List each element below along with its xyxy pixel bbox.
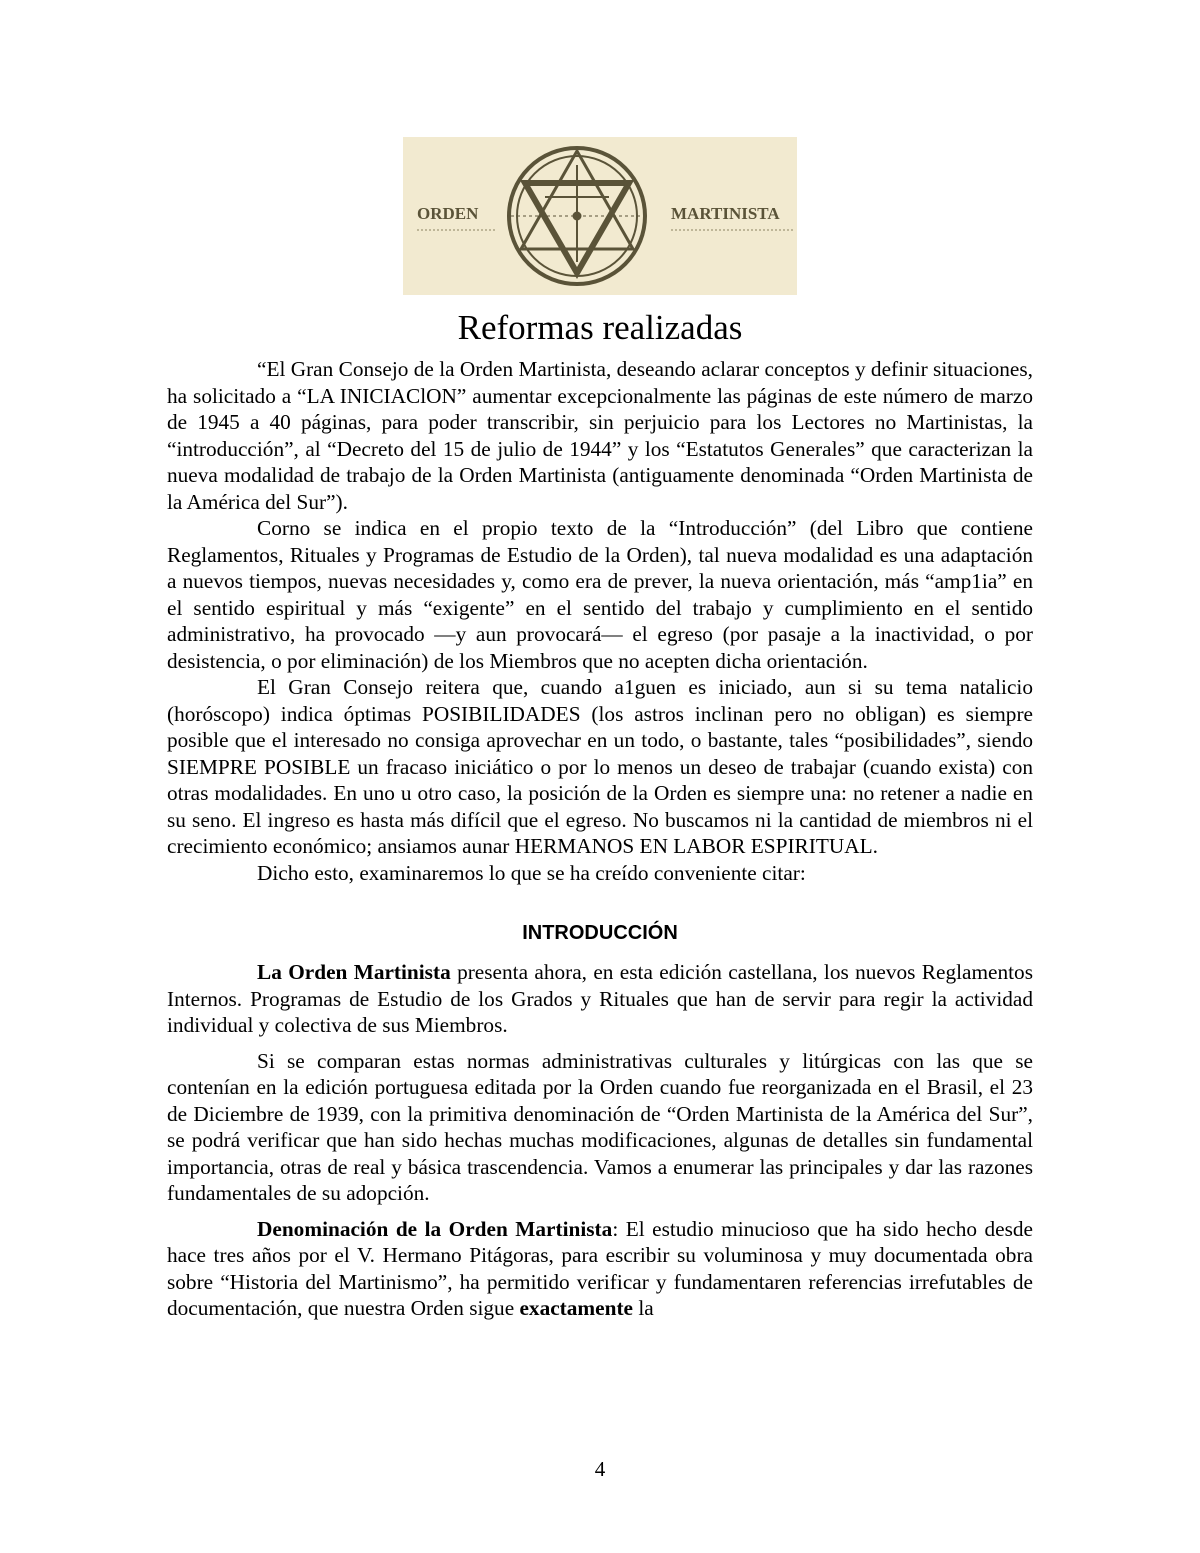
paragraph-modalidad: Corno se indica en el propio texto de la “Introducción” (del Libro que contiene Reglamentos, Rituales y Programas de Estudio de la Orden), tal nueva modalidad es una adaptación a nuevos tiempos, nuevas necesidades y, como era de prever, la nueva orientación, más “amp1ia” en el sentido espiritual y más “exigente” en el sentido del trabajo y cumplimiento en el sentido administrativo, ha provocado —y aun provocará— el egreso (por pasaje a la inactividad, o por desistencia, o por eliminación) de los Miembros que no acepten dicha orientación. [167, 516, 1033, 673]
document-page [167, 0, 1033, 1553]
section-heading: INTRODUCCIÓN [522, 922, 678, 944]
article-body [167, 356, 1033, 1322]
paragraph-denominacion-tail: la [633, 1296, 654, 1320]
paragraph-gran-consejo: El Gran Consejo reitera que, cuando a1guen es iniciado, aun si su tema natalicio (horóscopo) indica óptimas POSIBILIDADES (los astros inclinan pero no obligan) es siempre posible que el interesado no consiga aprovechar en un todo, o bastante, tales “posibilidades”, siendo SIEMPRE POSIBLE un fracaso iniciático o por lo menos un deseo de trabajar (cuando exista) con otras modalidades. En uno u otro caso, la posición de la Orden es siempre una: no retener a nadie en su seno. El ingreso es hasta más difícil que el egreso. No buscamos ni la cantidad de miembros ni el crecimiento económico; ansiamos aunar HERMANOS EN LABOR ESPIRITUAL. [167, 675, 1033, 858]
paragraph-denominacion [167, 1216, 1033, 1322]
bold-term-exactamente: exactamente [519, 1296, 634, 1320]
page-number: 4 [594, 1457, 606, 1481]
orden-martinista-logo [403, 137, 797, 295]
paragraph-comparacion: Si se comparan estas normas administrativas culturales y litúrgicas con las que se contenían en la edición portuguesa editada por la Orden cuando fue reorganizada en el Brasil, el 23 de Diciembre de 1939, con la primitiva denominación de “Orden Martinista de la América del Sur”, se podrá verificar que han sido hechas muchas modificaciones, algunas de detalles sin fundamental importancia, otras de real y básica trascendencia. Vamos a enumerar las principales y dar las razones fundamentales de su adopción. [167, 1048, 1033, 1205]
logo-left-text: ORDEN [417, 204, 479, 223]
page-title: Reformas realizadas [457, 308, 743, 347]
paragraph-orden-text: presenta ahora, en esta edición castellana, los nuevos Reglamentos Internos. Programas de Estudio de los Grados y Rituales que han de servir para regir la actividad individual y colectiva de sus Miembros. [167, 960, 1033, 1037]
bold-term-orden: La Orden Martinista [257, 960, 451, 984]
bold-term-denominacion: Denominación de la Orden Martinista [257, 1216, 613, 1241]
paragraph-intro: “El Gran Consejo de la Orden Martinista, deseando aclarar conceptos y definir situaciones, ha solicitado a “LA INICIAClON” aumentar excepcionalmente las páginas de este número de marzo de 1945 a 40 páginas, para poder transcribir, sin perjuicio para los Lectores no Martinistas, la “introducción”, al “Decreto del 15 de julio de 1944” y los “Estatutos Generales” que caracterizan la nueva modalidad de trabajo de la Orden Martinista (antiguamente denominada “Orden Martinista de la América del Sur”). [167, 357, 1033, 514]
paragraph-orden-martinista [167, 959, 1033, 1039]
paragraph-dicho-esto: Dicho esto, examinaremos lo que se ha creído conveniente citar: [257, 860, 806, 885]
logo-right-text: MARTINISTA [671, 204, 780, 223]
paragraph-denominacion-text: : El estudio minucioso que ha sido hecho desde hace tres años por el V. Hermano Pitágoras, para escribir su voluminosa y muy documentada obra sobre “Historia del Martinismo”, ha permitido verificar y fundamentaren referencias irrefutables de documentación, que nuestra Orden sigue [167, 1216, 1033, 1320]
